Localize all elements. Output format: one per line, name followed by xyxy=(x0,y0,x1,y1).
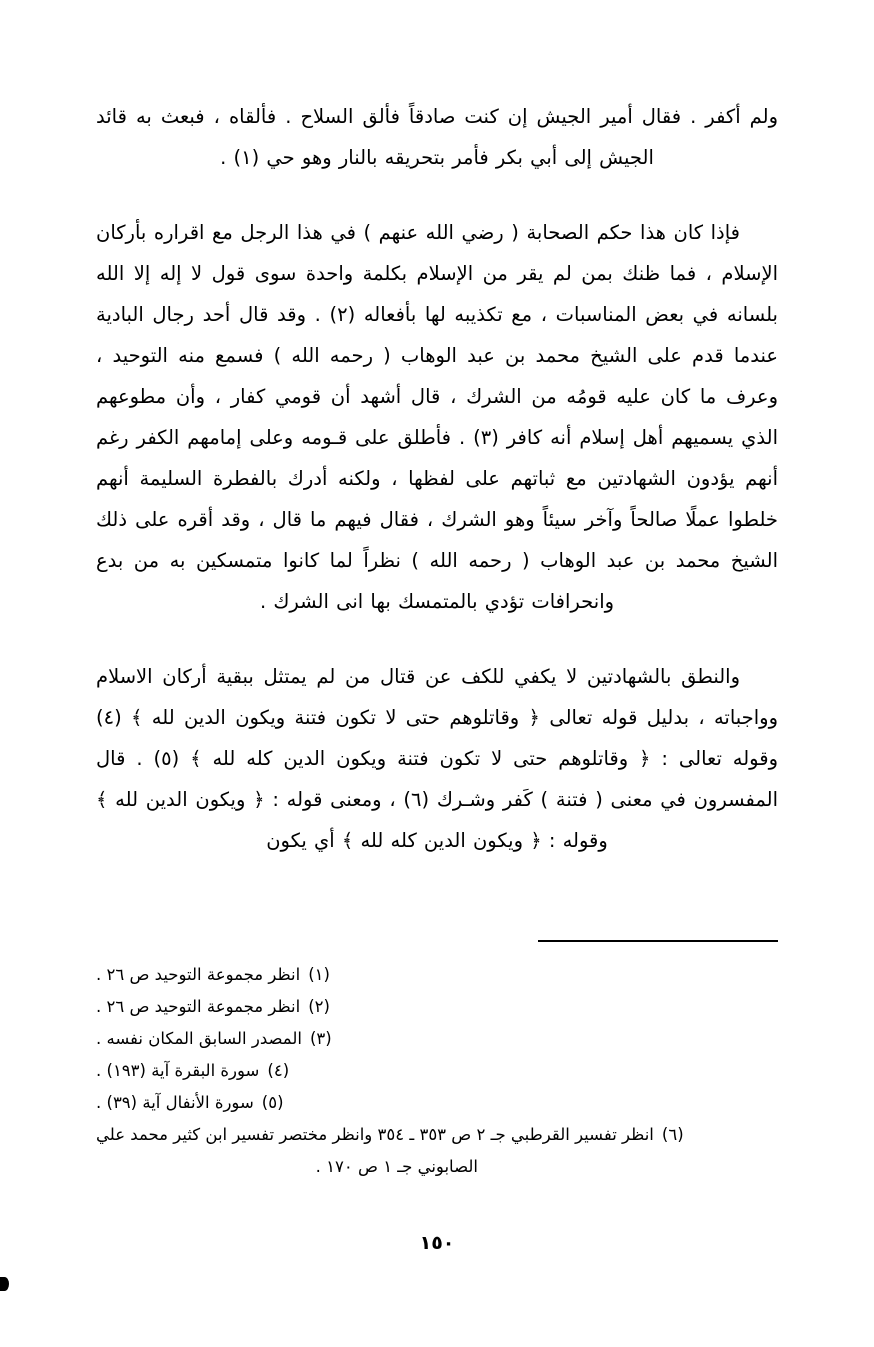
footnote-continuation xyxy=(96,1152,778,1182)
page-number: ١٥٠ xyxy=(419,1232,455,1254)
footnote-item xyxy=(96,960,778,990)
footnote-text: المصدر السابق المكان نفسه . xyxy=(96,1029,302,1048)
paragraph-1-text: ولم أكفر . فقال أمير الجيش إن كنت صادقاً فألق السلاح . فألقاه ، فبعث به قائد الجيش إلى أبي بكر فأمر بتحريقه بالنار وهو حي (١) . xyxy=(96,105,778,169)
footnote-number: (٣) xyxy=(309,1029,332,1048)
footnote-text: انظر تفسير القرطبي جـ ٢ ص ٣٥٣ ـ ٣٥٤ وانظر مختصر تفسير ابن كثير محمد علي xyxy=(96,1125,654,1144)
footnote-list xyxy=(96,960,778,1182)
paragraph-2 xyxy=(96,212,778,622)
footnote-text: سورة الأنفال آية (٣٩) . xyxy=(96,1093,254,1112)
footnote-number: (٥) xyxy=(261,1093,284,1112)
page-body xyxy=(96,96,778,861)
footnote-continuation-text: الصابوني جـ ١ ص ١٧٠ . xyxy=(315,1157,478,1176)
paragraph-spacer-2 xyxy=(96,622,778,656)
footnote-item xyxy=(96,1088,778,1118)
footnote-text: سورة البقرة آية (١٩٣) . xyxy=(96,1061,260,1080)
paragraph-2-text: فإذا كان هذا حكم الصحابة ( رضي الله عنهم ) في هذا الرجل مع اقراره بأركان الإسلام ، فما ظنك بمن لم يقر من الإسلام بكلمة واحدة سوى قول لا إله إلا الله بلسانه في بعض المناسبات ، مع تكذيبه لها بأفعاله (٢) . وقد قال أحد رجال البادية عندما قدم على الشيخ محمد بن عبد الوهاب ( رحمه الله ) فسمع منه التوحيد ، وعرف ما كان عليه قومُه من الشرك ، قال أشهد أن قومي كفار ، وأن مطوعهم الذي يسميهم أهل إسلام أنه كافر (٣) . فأطلق على قـومه وعلى إمامهم الكفر رغم أنهم يؤدون الشهادتين مع ثباتهم على لفظها ، ولكنه أدرك بالفطرة السليمة أنهم خلطوا عملًا صالحاً وآخر سيئاً وهو الشرك ، فقال فيهم ما قال ، وقد أقره على ذلك الشيخ محمد بن عبد الوهاب ( رحمه الله ) نظراً لما كانوا متمسكين به من بدع وانحرافات تؤدي بالمتمسك بها انى الشرك . xyxy=(96,221,778,613)
footnote-separator-rule xyxy=(538,940,778,942)
footnote-number: (١) xyxy=(308,965,330,984)
footnote-number: (٦) xyxy=(661,1125,684,1144)
footnote-item xyxy=(96,1024,778,1054)
footnote-item xyxy=(96,1120,778,1150)
footnotes-section xyxy=(96,940,778,1182)
paragraph-3 xyxy=(96,656,778,861)
page-edge-mark xyxy=(0,1277,9,1291)
footnote-item xyxy=(96,992,778,1022)
footnote-text: انظر مجموعة التوحيد ص ٢٦ . xyxy=(96,997,301,1016)
footnote-text: انظر مجموعة التوحيد ص ٢٦ . xyxy=(96,965,301,984)
footnote-number: (٤) xyxy=(267,1061,290,1080)
paragraph-spacer-1 xyxy=(96,178,778,212)
footnote-item xyxy=(96,1056,778,1086)
footnote-number: (٢) xyxy=(308,997,330,1016)
paragraph-1 xyxy=(96,96,778,178)
paragraph-3-text: والنطق بالشهادتين لا يكفي للكف عن قتال من لم يمتثل ببقية أركان الاسلام وواجباته ، بدليل قوله تعالى ﴿ وقاتلوهم حتى لا تكون فتنة ويكون الدين لله ﴾ (٤) وقوله تعالى : ﴿ وقاتلوهم حتى لا تكون فتنة ويكون الدين كله لله ﴾ (٥) . قال المفسرون في معنى ( فتنة ) كَفر وشـرك (٦) ، ومعنى قوله : ﴿ ويكون الدين لله ﴾ وقوله : ﴿ ويكون الدين كله لله ﴾ أي يكون xyxy=(96,665,779,852)
